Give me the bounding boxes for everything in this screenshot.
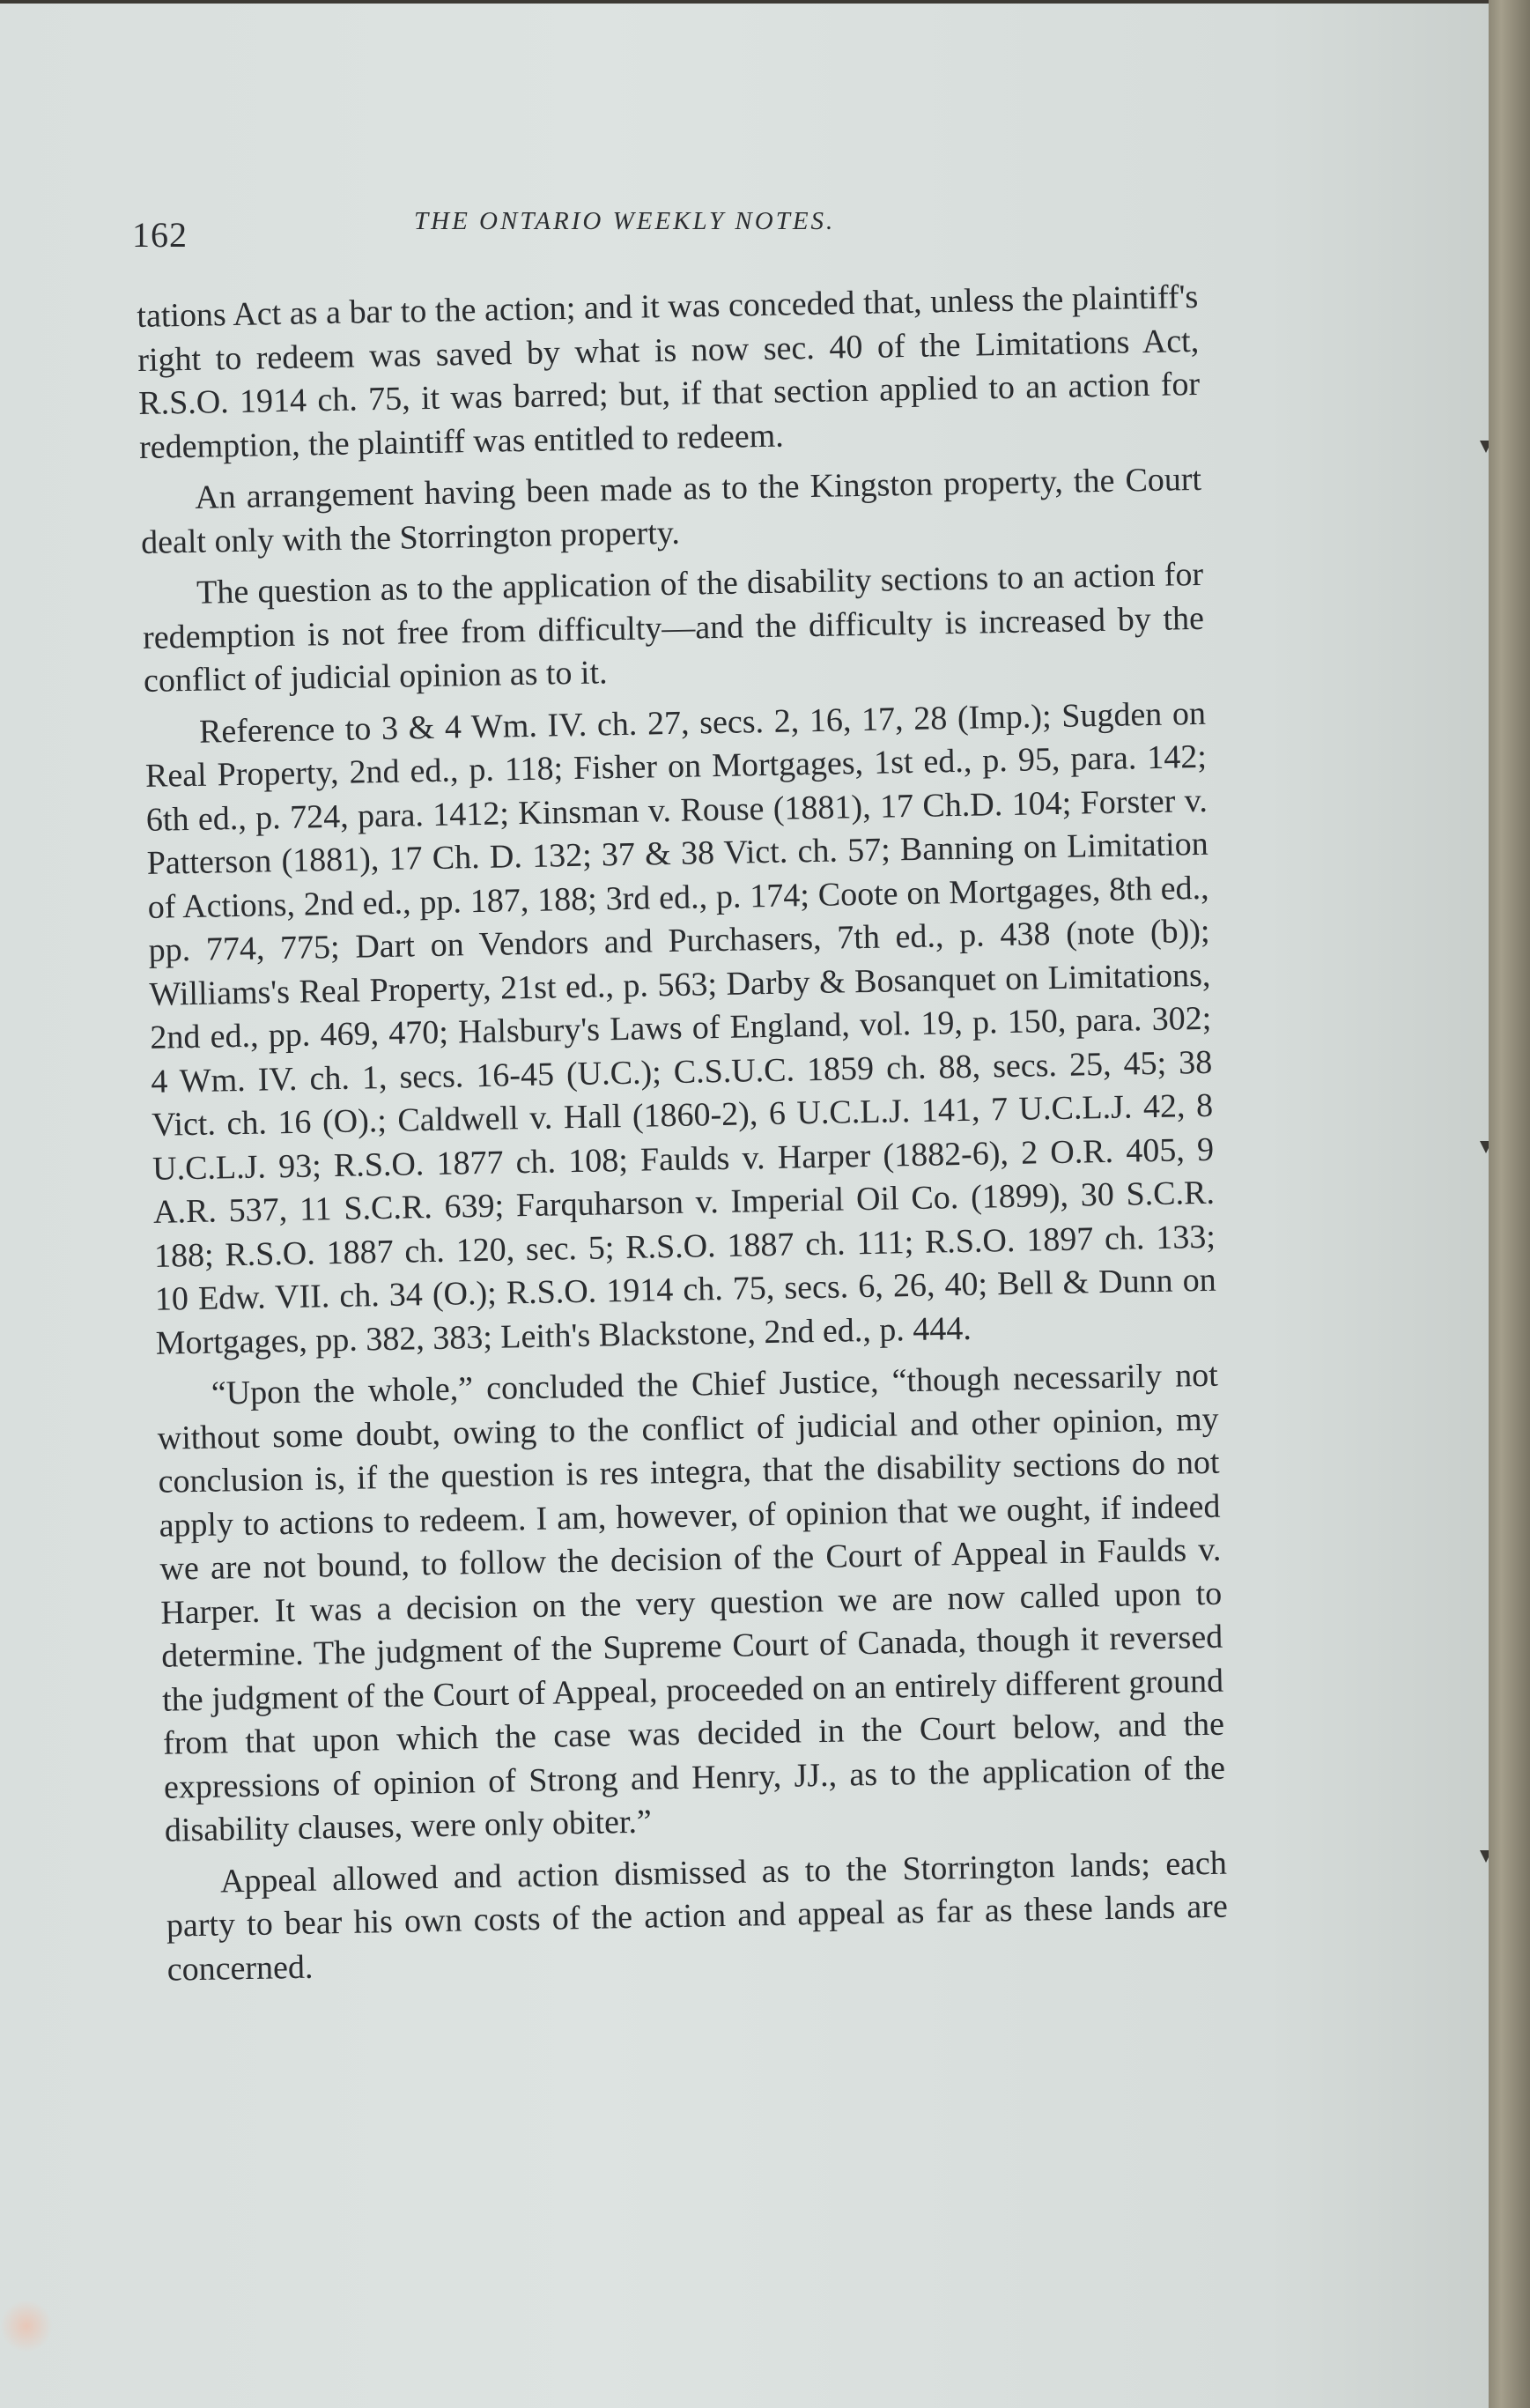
paragraph-2: An arrangement having been made as to the Kingston property, the Court dealt only with the Storrington property.: [140, 460, 1202, 561]
paragraph-chief-justice-quote: “Upon the whole,” concluded the Chief Justice, “though necessarily not without some doubt, owing to the conflict of judicial and other opinion, my conclusion is, if the question is res integra, that the disability sections do not apply to actions to redeem. I am, however, of opinion that we ought, if indeed we are not bound, to follow the decision of the Court of Appeal in Faulds v. Harper. It was a decision on the very question we are now called upon to determine. The judgment of the Supreme Court of Canada, though it reversed the judgment of the Court of Appeal, proceeded on an entirely different ground from that upon which the case was decided in the Court below, and the expressions of opinion of Strong and Henry, JJ., as to the application of the disability clauses, were only obiter.”: [157, 1356, 1226, 1849]
page-header: [132, 207, 1207, 260]
running-title: THE ONTARIO WEEKLY NOTES.: [414, 207, 836, 235]
body-text: [137, 276, 1229, 2000]
page-number: 162: [132, 215, 188, 255]
paragraph-1: tations Act as a bar to the action; and it was conceded that, unless the plaintiff's right to redeem was saved by what is now sec. 40 of the Limitations Act, R.S.O. 1914 ch. 75, it was barred; but, if that section applied to an action for redemption, the plaintiff was entitled to redeem.: [137, 278, 1201, 466]
paragraph-disposition: Appeal allowed and action dismissed as to the Storrington lands; each party to bear his own costs of the action and appeal as far as these lands are concerned.: [166, 1844, 1229, 1989]
page-smudge: [0, 2300, 53, 2352]
paragraph-3: The question as to the application of the disability sections to an action for redemption is not free from difficulty—and the difficulty is increased by the conflict of judicial opinion as to it.: [142, 555, 1205, 700]
paragraph-references: Reference to 3 & 4 Wm. IV. ch. 27, secs. 2, 16, 17, 28 (Imp.); Sugden on Real Property, 2nd ed., p. 118; Fisher on Mortgages, 1st ed., p. 95, para. 142; 6th ed., p. 724, para. 1412; Kinsman v. Rouse (1881), 17 Ch.D. 104; Forster v. Patterson (1881), 17 Ch. D. 132; 37 & 38 Vict. ch. 57; Banning on Limitation of Actions, 2nd ed., pp. 187, 188; 3rd ed., p. 174; Coote on Mortgages, 8th ed., pp. 774, 775; Dart on Vendors and Purchasers, 7th ed., p. 438 (note (b)); Williams's Real Property, 21st ed., p. 563; Darby & Bosanquet on Limitations, 2nd ed., pp. 469, 470; Halsbury's Laws of England, vol. 19, p. 150, para. 302; 4 Wm. IV. ch. 1, secs. 16-45 (U.C.); C.S.U.C. 1859 ch. 88, secs. 25, 45; 38 Vict. ch. 16 (O).; Caldwell v. Hall (1860-2), 6 U.C.L.J. 141, 7 U.C.L.J. 42, 8 U.C.L.J. 93; R.S.O. 1877 ch. 108; Faulds v. Harper (1882-6), 2 O.R. 405, 9 A.R. 537, 11 S.C.R. 639; Farquharson v. Imperial Oil Co. (1899), 30 S.C.R. 188; R.S.O. 1887 ch. 120, sec. 5; R.S.O. 1887 ch. 111; R.S.O. 1897 ch. 133; 10 Edw. VII. ch. 34 (O.); R.S.O. 1914 ch. 75, secs. 6, 26, 40; Bell & Dunn on Mortgages, pp. 382, 383; Leith's Blackstone, 2nd ed., p. 444.: [144, 694, 1217, 1362]
page-edge: [1489, 0, 1530, 2408]
